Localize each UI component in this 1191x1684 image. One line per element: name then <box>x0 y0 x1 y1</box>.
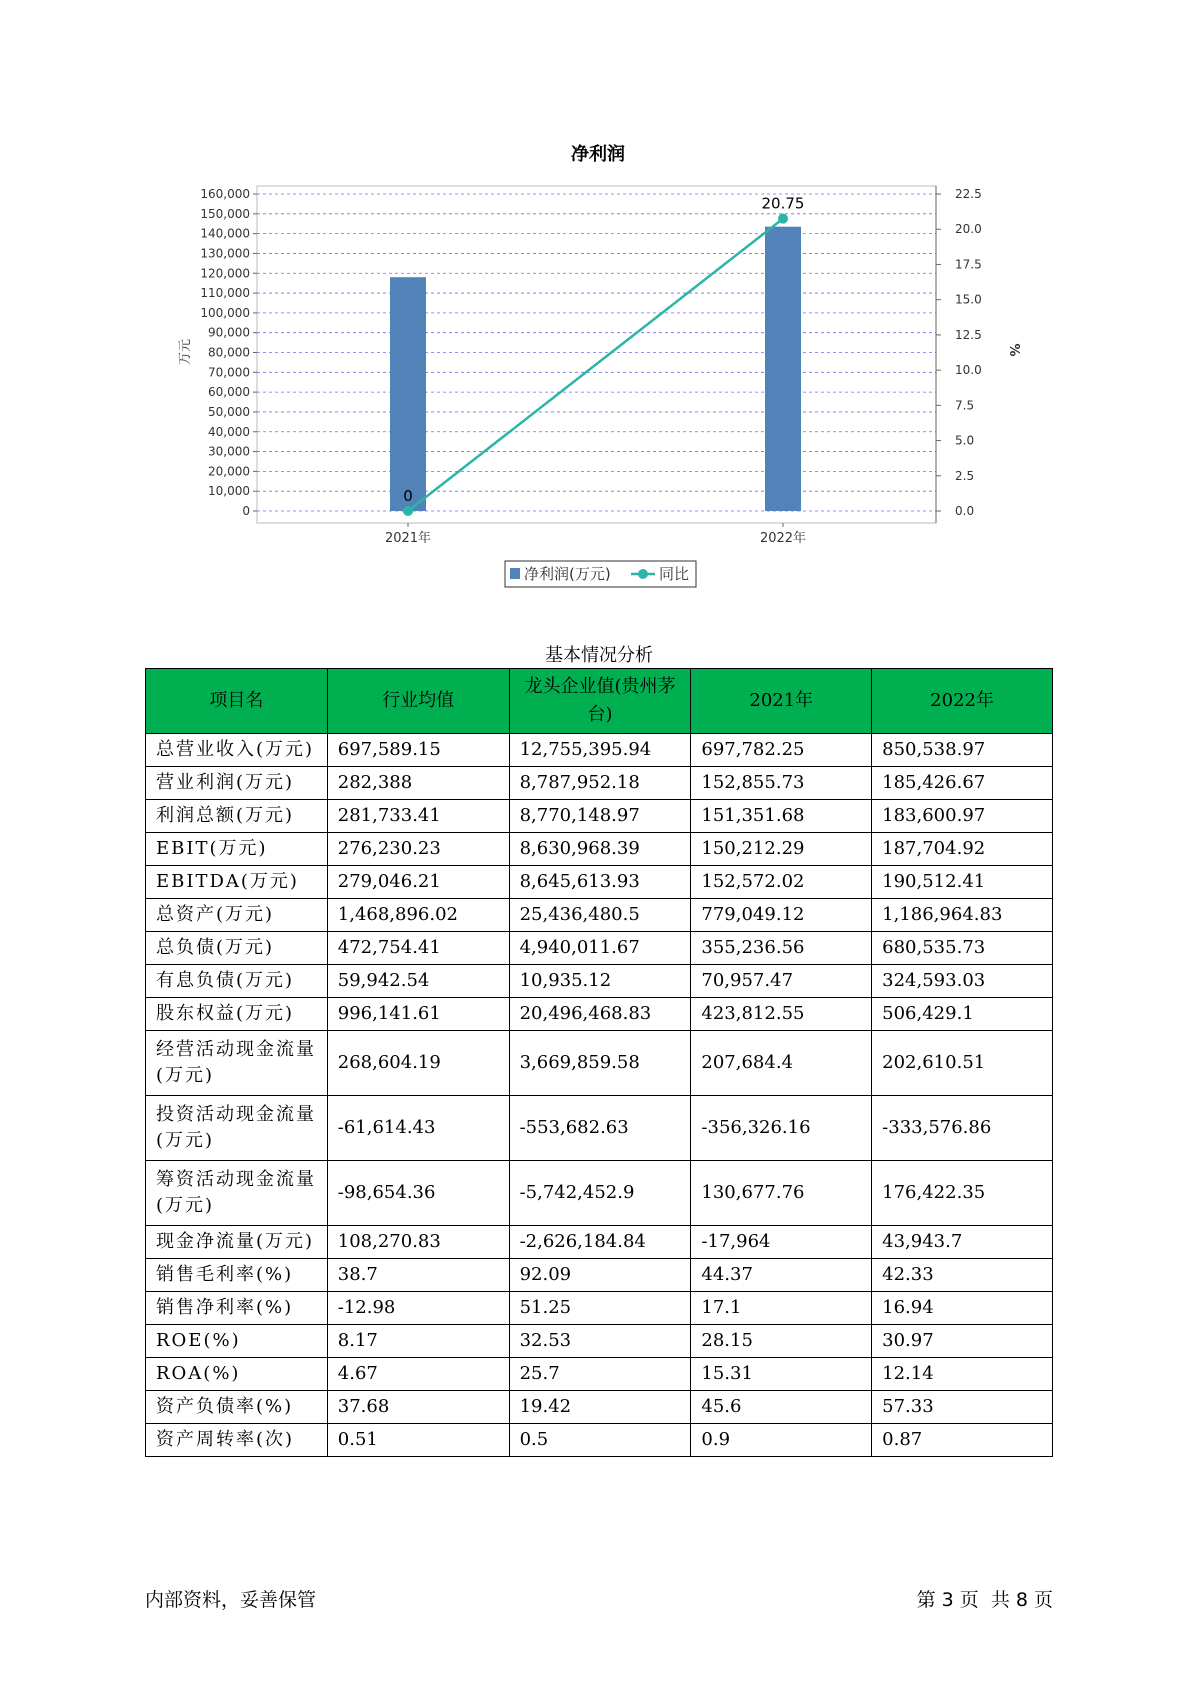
table-row <box>146 899 1053 932</box>
y-tick-label: 100,000 <box>200 305 250 320</box>
table-cell: 28.15 <box>691 1325 872 1358</box>
table-cell: 130,677.76 <box>691 1161 872 1226</box>
row-label: 销售净利率(%) <box>146 1292 328 1325</box>
table-cell: -98,654.36 <box>327 1161 509 1226</box>
row-label: 投资活动现金流量(万元) <box>146 1096 328 1161</box>
table-cell: 17.1 <box>691 1292 872 1325</box>
row-label: 资产负债率(%) <box>146 1391 328 1424</box>
table-header-row <box>146 669 1053 734</box>
table-cell: 44.37 <box>691 1259 872 1292</box>
table-row <box>146 1226 1053 1259</box>
row-label: 资产周转率(次) <box>146 1424 328 1457</box>
y-tick-label: 0 <box>242 504 250 518</box>
bar-net-profit <box>390 277 426 511</box>
table-cell: 16.94 <box>872 1292 1053 1325</box>
footer-confidential: 内部资料，妥善保管 <box>145 1589 317 1611</box>
table-cell: 152,855.73 <box>691 767 872 800</box>
table-cell: -2,626,184.84 <box>509 1226 691 1259</box>
y-tick-label: 20,000 <box>208 464 250 479</box>
table-cell: 4,940,011.67 <box>509 932 691 965</box>
table-cell: 850,538.97 <box>872 734 1053 767</box>
footer-page-number: 第 3 页 共 8 页 <box>916 1589 1053 1611</box>
table-cell: 4.67 <box>327 1358 509 1391</box>
table-cell: 92.09 <box>509 1259 691 1292</box>
legend-item-yoy: 同比 <box>659 565 690 583</box>
table-cell: 268,604.19 <box>327 1031 509 1096</box>
table-cell: 1,468,896.02 <box>327 899 509 932</box>
y-tick-label: 120,000 <box>200 266 250 281</box>
table-cell: 697,589.15 <box>327 734 509 767</box>
y-tick-label: 70,000 <box>208 365 250 380</box>
row-label: EBIT(万元) <box>146 833 328 866</box>
table-cell: 355,236.56 <box>691 932 872 965</box>
x-tick-label: 2022年 <box>759 531 807 546</box>
y2-tick-label: 22.5 <box>955 187 982 201</box>
table-row <box>146 1292 1053 1325</box>
bar-net-profit <box>765 227 801 511</box>
legend-bar-swatch <box>510 568 520 579</box>
y-tick-label: 80,000 <box>208 345 250 360</box>
legend-item-net-profit: 净利润(万元) <box>524 565 611 583</box>
table-row <box>146 932 1053 965</box>
chart-legend <box>505 561 696 587</box>
row-label: ROA(%) <box>146 1358 328 1391</box>
table-cell: 25,436,480.5 <box>509 899 691 932</box>
table-cell: 324,593.03 <box>872 965 1053 998</box>
table-row <box>146 1096 1053 1161</box>
row-label: EBITDA(万元) <box>146 866 328 899</box>
y-tick-label: 50,000 <box>208 404 250 419</box>
table-row <box>146 998 1053 1031</box>
table-cell: 25.7 <box>509 1358 691 1391</box>
legend-line-swatch <box>638 569 648 579</box>
table-cell: 0.87 <box>872 1424 1053 1457</box>
plot-frame <box>257 186 936 523</box>
table-cell: 42.33 <box>872 1259 1053 1292</box>
table-row <box>146 866 1053 899</box>
table-cell: 151,351.68 <box>691 800 872 833</box>
header-2021: 2021年 <box>691 669 872 734</box>
y-tick-label: 150,000 <box>200 206 250 221</box>
row-label: 有息负债(万元) <box>146 965 328 998</box>
table-cell: 150,212.29 <box>691 833 872 866</box>
row-label: ROE(%) <box>146 1325 328 1358</box>
table-cell: 202,610.51 <box>872 1031 1053 1096</box>
row-label: 销售毛利率(%) <box>146 1259 328 1292</box>
point-yoy <box>778 214 788 224</box>
y-tick-label: 90,000 <box>208 325 250 340</box>
table-row <box>146 965 1053 998</box>
y2-tick-label: 15.0 <box>955 292 982 307</box>
table-cell: -356,326.16 <box>691 1096 872 1161</box>
table-cell: 779,049.12 <box>691 899 872 932</box>
table-cell: 1,186,964.83 <box>872 899 1053 932</box>
header-leader-value: 龙头企业值(贵州茅台) <box>509 669 691 734</box>
table-cell: 43,943.7 <box>872 1226 1053 1259</box>
y2-tick-label: 0.0 <box>955 504 975 518</box>
y2-tick-label: 5.0 <box>955 433 975 448</box>
y-tick-label: 160,000 <box>200 187 250 201</box>
basic-analysis-table <box>145 668 1053 1457</box>
table-row <box>146 833 1053 866</box>
y2-tick-label: 20.0 <box>955 222 982 237</box>
row-label: 现金净流量(万元) <box>146 1226 328 1259</box>
y2-tick-label: 2.5 <box>955 468 975 483</box>
x-tick-label: 2021年 <box>384 531 432 546</box>
table-cell: -553,682.63 <box>509 1096 691 1161</box>
table-cell: -333,576.86 <box>872 1096 1053 1161</box>
table-cell: 152,572.02 <box>691 866 872 899</box>
row-label: 总营业收入(万元) <box>146 734 328 767</box>
header-item-name: 项目名 <box>146 669 328 734</box>
table-row <box>146 1031 1053 1096</box>
y2-axis-label: % <box>1006 343 1021 357</box>
table-row <box>146 1325 1053 1358</box>
row-label: 经营活动现金流量(万元) <box>146 1031 328 1096</box>
table-cell: 15.31 <box>691 1358 872 1391</box>
table-cell: 506,429.1 <box>872 998 1053 1031</box>
table-cell: -5,742,452.9 <box>509 1161 691 1226</box>
y2-tick-label: 17.5 <box>955 257 982 272</box>
row-label: 股东权益(万元) <box>146 998 328 1031</box>
table-cell: 187,704.92 <box>872 833 1053 866</box>
row-label: 营业利润(万元) <box>146 767 328 800</box>
y-tick-label: 140,000 <box>200 226 250 241</box>
table-row <box>146 1391 1053 1424</box>
table-row <box>146 800 1053 833</box>
table-cell: 176,422.35 <box>872 1161 1053 1226</box>
y2-tick-label: 10.0 <box>955 363 982 378</box>
y-tick-label: 60,000 <box>208 385 250 400</box>
table-cell: 207,684.4 <box>691 1031 872 1096</box>
table-row <box>146 1161 1053 1226</box>
table-cell: 8,787,952.18 <box>509 767 691 800</box>
table-cell: 108,270.83 <box>327 1226 509 1259</box>
table-cell: 0.51 <box>327 1424 509 1457</box>
y2-tick-label: 12.5 <box>955 327 982 342</box>
table-cell: 0.5 <box>509 1424 691 1457</box>
row-label: 总资产(万元) <box>146 899 328 932</box>
data-label-yoy: 0 <box>403 487 413 505</box>
table-cell: 472,754.41 <box>327 932 509 965</box>
y-tick-label: 110,000 <box>200 286 250 301</box>
table-cell: 8,770,148.97 <box>509 800 691 833</box>
point-yoy <box>403 506 413 516</box>
table-cell: 51.25 <box>509 1292 691 1325</box>
table-cell: -12.98 <box>327 1292 509 1325</box>
table-cell: 37.68 <box>327 1391 509 1424</box>
table-cell: 38.7 <box>327 1259 509 1292</box>
y-tick-label: 40,000 <box>208 424 250 439</box>
table-cell: 282,388 <box>327 767 509 800</box>
table-cell: 0.9 <box>691 1424 872 1457</box>
data-label-yoy: 20.75 <box>761 194 805 213</box>
table-cell: 185,426.67 <box>872 767 1053 800</box>
table-cell: 996,141.61 <box>327 998 509 1031</box>
table-cell: 8.17 <box>327 1325 509 1358</box>
header-industry-avg: 行业均值 <box>327 669 509 734</box>
row-label: 总负债(万元) <box>146 932 328 965</box>
row-label: 利润总额(万元) <box>146 800 328 833</box>
y2-tick-label: 7.5 <box>955 398 975 413</box>
header-2022: 2022年 <box>872 669 1053 734</box>
table-cell: 680,535.73 <box>872 932 1053 965</box>
table-cell: 59,942.54 <box>327 965 509 998</box>
table-cell: -61,614.43 <box>327 1096 509 1161</box>
table-cell: 10,935.12 <box>509 965 691 998</box>
y-tick-label: 130,000 <box>200 246 250 261</box>
table-cell: 281,733.41 <box>327 800 509 833</box>
table-caption: 基本情况分析 <box>545 645 653 666</box>
chart-title: 净利润 <box>571 144 625 165</box>
table-cell: 57.33 <box>872 1391 1053 1424</box>
row-label: 筹资活动现金流量(万元) <box>146 1161 328 1226</box>
table-cell: 8,630,968.39 <box>509 833 691 866</box>
table-cell: 70,957.47 <box>691 965 872 998</box>
table-cell: 12,755,395.94 <box>509 734 691 767</box>
y-tick-label: 10,000 <box>208 484 250 499</box>
table-cell: 20,496,468.83 <box>509 998 691 1031</box>
y-axis-label: 万元 <box>178 338 193 366</box>
table-row <box>146 767 1053 800</box>
table-row <box>146 1358 1053 1391</box>
table-row <box>146 1259 1053 1292</box>
y-tick-label: 30,000 <box>208 444 250 459</box>
table-cell: 190,512.41 <box>872 866 1053 899</box>
table-cell: 423,812.55 <box>691 998 872 1031</box>
table-cell: 183,600.97 <box>872 800 1053 833</box>
net-profit-chart <box>0 0 1191 620</box>
table-cell: 32.53 <box>509 1325 691 1358</box>
table-row <box>146 734 1053 767</box>
table-cell: 279,046.21 <box>327 866 509 899</box>
table-cell: 8,645,613.93 <box>509 866 691 899</box>
table-cell: 276,230.23 <box>327 833 509 866</box>
table-cell: 45.6 <box>691 1391 872 1424</box>
table-cell: 3,669,859.58 <box>509 1031 691 1096</box>
table-cell: 12.14 <box>872 1358 1053 1391</box>
table-row <box>146 1424 1053 1457</box>
table-cell: 30.97 <box>872 1325 1053 1358</box>
table-cell: -17,964 <box>691 1226 872 1259</box>
table-cell: 19.42 <box>509 1391 691 1424</box>
table-cell: 697,782.25 <box>691 734 872 767</box>
